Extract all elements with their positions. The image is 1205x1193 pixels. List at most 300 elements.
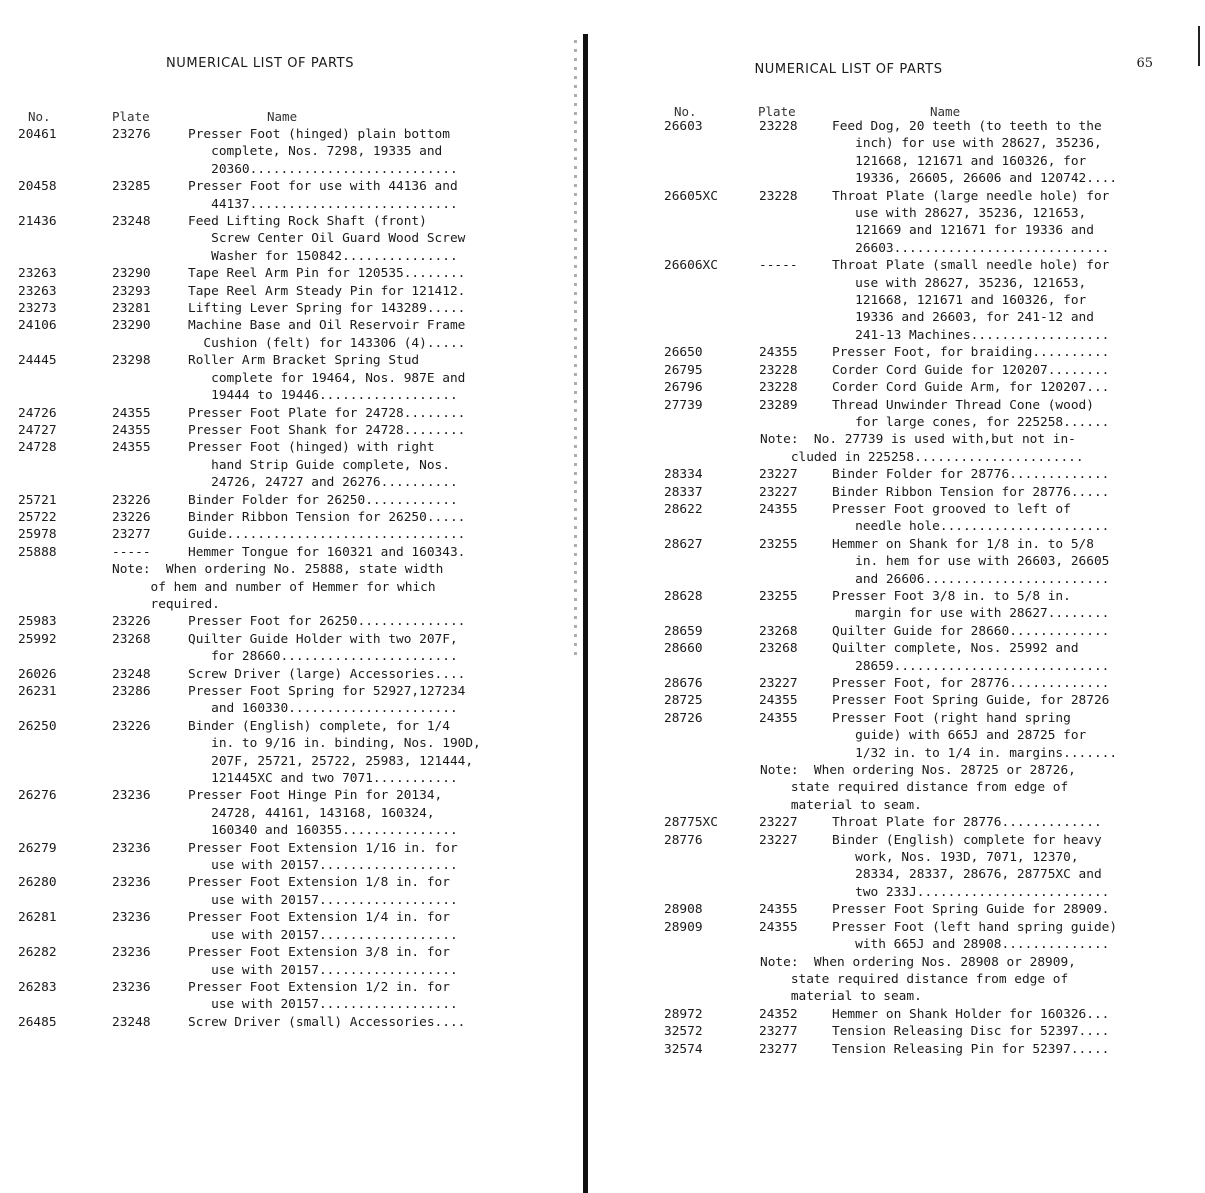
part-name-line: Presser Foot Extension 3/8 in. for — [188, 945, 450, 961]
part-name-line: hand Strip Guide complete, Nos. — [188, 457, 450, 473]
note-text — [112, 561, 538, 613]
part-number: 28622 — [664, 501, 703, 517]
part-name-line: Throat Plate for 28776............. — [832, 815, 1102, 831]
part-name-line: with 665J and 28908.............. — [832, 937, 1110, 953]
note-line: required. — [112, 596, 220, 612]
part-entry — [18, 944, 538, 979]
part-number: 26606XC — [664, 258, 718, 274]
part-number: 26231 — [18, 684, 57, 699]
part-number: 28726 — [664, 710, 703, 726]
plate-number: 23298 — [112, 353, 151, 369]
plate-number: 23226 — [112, 718, 151, 734]
part-name-line: 160340 and 160355............... — [188, 823, 458, 839]
plate-number: 23227 — [759, 815, 798, 831]
part-name — [832, 901, 1184, 918]
part-name-line: two 233J......................... — [832, 884, 1110, 900]
part-number: 28660 — [664, 641, 703, 657]
part-name-line: 121445XC and two 7071........... — [188, 771, 458, 787]
part-name — [832, 536, 1184, 588]
part-name — [188, 544, 538, 561]
part-name — [188, 631, 538, 666]
part-entry — [18, 909, 538, 944]
plate-number: 24355 — [112, 422, 151, 438]
part-number: 28676 — [664, 676, 703, 691]
part-number: 20461 — [18, 127, 57, 142]
part-entry — [664, 536, 1184, 588]
part-name-line: Machine Base and Oil Reservoir Frame — [188, 318, 466, 334]
part-entry — [664, 832, 1184, 902]
part-number: 26485 — [18, 1014, 57, 1030]
part-name-line: Cushion (felt) for 143306 (4)..... — [188, 335, 466, 351]
part-entry — [664, 397, 1184, 432]
part-name-line: 121668, 121671 and 160326, for — [832, 153, 1087, 169]
part-name-line: use with 28627, 35236, 121653, — [832, 206, 1087, 222]
part-name-line: 19444 to 19446.................. — [188, 388, 458, 404]
part-entry — [18, 509, 538, 526]
part-name — [832, 675, 1184, 692]
part-name-line: Guide............................... — [188, 527, 466, 543]
part-entry — [664, 1006, 1184, 1023]
part-entry — [18, 422, 538, 439]
part-name-line: Binder (English) complete, for 1/4 — [188, 718, 450, 734]
part-number: 26795 — [664, 362, 703, 378]
part-entry — [18, 126, 538, 178]
part-name — [188, 352, 538, 404]
part-number: 26603 — [664, 119, 703, 134]
part-name — [188, 422, 538, 439]
part-name-line: 19336, 26605, 26606 and 120742.... — [832, 171, 1118, 187]
part-name — [188, 1014, 538, 1031]
plate-number: 23226 — [112, 614, 151, 630]
part-name — [188, 317, 538, 352]
part-entry — [18, 526, 538, 543]
part-name-line: Presser Foot Shank for 24728........ — [188, 422, 466, 438]
part-name-line: Binder Folder for 26250............ — [188, 492, 458, 508]
part-name-line: Tape Reel Arm Pin for 120535........ — [188, 266, 466, 282]
part-name-line: 1/32 in. to 1/4 in. margins....... — [832, 745, 1118, 761]
plate-number: 23277 — [112, 527, 151, 543]
part-name — [832, 362, 1184, 379]
part-entry — [664, 919, 1184, 954]
part-name-line: in. hem for use with 26603, 26605 — [832, 554, 1110, 570]
part-name — [188, 265, 538, 282]
part-entry — [18, 787, 538, 839]
part-name-line: guide) with 665J and 28725 for — [832, 728, 1087, 744]
part-name-line: Presser Foot Plate for 24728........ — [188, 405, 466, 421]
plate-number: 24355 — [759, 919, 798, 935]
book-spine — [583, 34, 588, 1193]
plate-number: 23281 — [112, 301, 151, 317]
part-name-line: Presser Foot (hinged) plain bottom — [188, 127, 450, 142]
part-number: 26280 — [18, 875, 57, 891]
part-name-line: Tension Releasing Pin for 52397..... — [832, 1041, 1110, 1057]
part-entry — [18, 405, 538, 422]
part-name — [832, 118, 1184, 188]
part-entry — [664, 814, 1184, 831]
part-entry — [18, 352, 538, 404]
part-name-line: 24728, 44161, 143168, 160324, — [188, 805, 435, 821]
part-name-line: for 28660....................... — [188, 649, 458, 665]
part-name-line: Binder (English) complete for heavy — [832, 832, 1102, 848]
column-header-no: No. — [28, 109, 51, 124]
plate-number: 24355 — [759, 902, 798, 918]
part-number: 25722 — [18, 509, 57, 525]
part-name-line: use with 20157.................. — [188, 962, 458, 978]
note-line: of hem and number of Hemmer for which — [112, 579, 436, 595]
plate-number: 23276 — [112, 127, 151, 142]
note-text — [760, 431, 1184, 466]
part-name-line: Presser Foot Extension 1/4 in. for — [188, 910, 450, 926]
part-entry — [18, 683, 538, 718]
plate-number: 24355 — [759, 501, 798, 517]
part-entry — [18, 613, 538, 630]
plate-number: 23255 — [759, 536, 798, 552]
plate-number: 24355 — [759, 710, 798, 726]
plate-number: 23268 — [112, 631, 151, 647]
part-entry — [18, 492, 538, 509]
part-number: 28334 — [664, 467, 703, 483]
part-name — [188, 126, 538, 178]
part-number: 23263 — [18, 266, 57, 282]
note-line: material to seam. — [760, 989, 922, 1005]
parts-list — [664, 118, 1184, 1058]
part-number: 32572 — [664, 1024, 703, 1040]
part-name — [188, 613, 538, 630]
part-name — [188, 874, 538, 909]
part-name-line: and 26606........................ — [832, 571, 1110, 587]
part-name-line: Presser Foot Extension 1/8 in. for — [188, 875, 450, 891]
part-entry — [18, 439, 538, 491]
plate-number: 23227 — [759, 832, 798, 848]
note-line: Note: When ordering Nos. 28908 or 28909, — [760, 954, 1076, 970]
part-entry — [664, 188, 1184, 258]
part-name — [188, 909, 538, 944]
part-name-line: Presser Foot Spring Guide for 28909. — [832, 902, 1110, 918]
part-number: 27739 — [664, 397, 703, 413]
part-number: 24445 — [18, 353, 57, 369]
part-name-line: Screw Driver (large) Accessories.... — [188, 666, 466, 682]
part-name-line: Presser Foot for use with 44136 and — [188, 179, 458, 195]
part-number: 24106 — [18, 318, 57, 334]
part-name — [188, 439, 538, 491]
part-entry — [18, 283, 538, 300]
note-line: state required distance from edge of — [760, 780, 1069, 796]
plate-number: ----- — [112, 544, 151, 560]
part-name-line: 121668, 121671 and 160326, for — [832, 293, 1087, 309]
plate-number: 23228 — [759, 188, 798, 204]
page-number: 65 — [1136, 56, 1153, 71]
part-name-line: Presser Foot grooved to left of — [832, 501, 1071, 517]
part-name-line: use with 20157.................. — [188, 858, 458, 874]
part-name-line: Corder Cord Guide Arm, for 120207... — [832, 380, 1110, 396]
part-entry — [664, 588, 1184, 623]
part-name-line: 28659............................ — [832, 658, 1110, 674]
part-number: 24727 — [18, 422, 57, 438]
part-name — [188, 300, 538, 317]
part-number: 32574 — [664, 1041, 703, 1057]
part-number: 28337 — [664, 484, 703, 500]
part-name-line: Thread Unwinder Thread Cone (wood) — [832, 397, 1094, 413]
part-name — [188, 666, 538, 683]
part-name-line: Hemmer Tongue for 160321 and 160343. — [188, 544, 466, 560]
part-entry — [664, 118, 1184, 188]
part-number: 26026 — [18, 666, 57, 682]
plate-number: 24355 — [759, 693, 798, 709]
part-name — [832, 1041, 1184, 1058]
part-name — [188, 840, 538, 875]
part-name-line: in. to 9/16 in. binding, Nos. 190D, — [188, 736, 481, 752]
part-name-line: 26603............................ — [832, 240, 1110, 256]
part-name — [832, 484, 1184, 501]
part-name — [188, 944, 538, 979]
part-name — [188, 283, 538, 300]
part-name-line: Binder Ribbon Tension for 26250..... — [188, 509, 466, 525]
part-entry — [18, 631, 538, 666]
part-number: 28909 — [664, 919, 703, 935]
part-number: 28659 — [664, 623, 703, 639]
plate-number: 23277 — [759, 1024, 798, 1040]
part-name-line: Binder Folder for 28776............. — [832, 467, 1110, 483]
part-name — [832, 397, 1184, 432]
note-line: Note: When ordering No. 25888, state width — [112, 562, 444, 578]
part-name — [832, 1023, 1184, 1040]
part-number: 25983 — [18, 614, 57, 630]
part-name — [832, 1006, 1184, 1023]
part-entry — [664, 484, 1184, 501]
plate-number: 24355 — [759, 345, 798, 361]
part-name-line: 20360........................... — [188, 161, 458, 177]
part-name — [832, 640, 1184, 675]
part-name-line: Roller Arm Bracket Spring Stud — [188, 353, 420, 369]
part-entry — [18, 178, 538, 213]
plate-number: 23268 — [759, 623, 798, 639]
part-name-line: Presser Foot 3/8 in. to 5/8 in. — [832, 588, 1071, 604]
note-line: material to seam. — [760, 797, 922, 813]
part-number: 26250 — [18, 718, 57, 734]
plate-number: 23255 — [759, 588, 798, 604]
plate-number: 23277 — [759, 1041, 798, 1057]
part-entry — [664, 692, 1184, 709]
part-name-line: Presser Foot (hinged) with right — [188, 440, 435, 456]
plate-number: 23227 — [759, 467, 798, 483]
part-entry — [18, 666, 538, 683]
note-line: Note: No. 27739 is used with,but not in- — [760, 432, 1076, 448]
note-line: state required distance from edge of — [760, 971, 1069, 987]
note-line: Note: When ordering Nos. 28725 or 28726, — [760, 763, 1076, 779]
plate-number: 23293 — [112, 283, 151, 299]
plate-number: 23226 — [112, 492, 151, 508]
part-name-line: Throat Plate (large needle hole) for — [832, 188, 1110, 204]
note-line: cluded in 225258...................... — [760, 449, 1084, 465]
part-name — [188, 178, 538, 213]
part-name-line: Binder Ribbon Tension for 28776..... — [832, 484, 1110, 500]
part-name-line: 28334, 28337, 28676, 28775XC and — [832, 867, 1102, 883]
part-name-line: Presser Foot Hinge Pin for 20134, — [188, 788, 443, 804]
part-name — [832, 623, 1184, 640]
part-name-line: Presser Foot (left hand spring guide) — [832, 919, 1118, 935]
plate-number: 23228 — [759, 362, 798, 378]
plate-number: 23285 — [112, 179, 151, 195]
part-number: 24726 — [18, 405, 57, 421]
part-name-line: Tension Releasing Disc for 52397.... — [832, 1024, 1110, 1040]
right-page — [592, 0, 1205, 1193]
part-name — [188, 979, 538, 1014]
part-name — [832, 692, 1184, 709]
part-name-line: Feed Lifting Rock Shaft (front) — [188, 214, 427, 230]
part-name — [188, 718, 538, 788]
part-name-line: for large cones, for 225258...... — [832, 414, 1110, 430]
part-name-line: complete for 19464, Nos. 987E and — [188, 370, 466, 386]
part-number: 26605XC — [664, 188, 718, 204]
part-number: 24728 — [18, 440, 57, 456]
part-entry — [664, 710, 1184, 762]
part-name-line: Quilter Guide Holder with two 207F, — [188, 631, 458, 647]
part-name — [832, 344, 1184, 361]
part-name-line: 19336 and 26603, for 241-12 and — [832, 310, 1094, 326]
page-header: NUMERICAL LIST OF PARTS — [754, 62, 943, 77]
part-name — [188, 683, 538, 718]
part-name-line: and 160330...................... — [188, 701, 458, 717]
part-entry — [18, 840, 538, 875]
part-name — [832, 588, 1184, 623]
plate-number: 23248 — [112, 1014, 151, 1030]
part-name — [832, 710, 1184, 762]
part-name-line: 207F, 25721, 25722, 25983, 121444, — [188, 753, 474, 769]
part-number: 26279 — [18, 840, 57, 856]
part-name — [832, 814, 1184, 831]
plate-number: 23286 — [112, 684, 151, 699]
plate-number: 23290 — [112, 318, 151, 334]
plate-number: 23228 — [759, 380, 798, 396]
note-text — [760, 762, 1184, 814]
part-entry — [664, 501, 1184, 536]
part-name-line: Hemmer on Shank Holder for 160326... — [832, 1006, 1110, 1022]
part-name-line: 241-13 Machines.................. — [832, 327, 1110, 343]
part-number: 26282 — [18, 945, 57, 961]
column-header-no: No. — [674, 104, 697, 119]
plate-number: 24355 — [112, 405, 151, 421]
part-name-line: Presser Foot Extension 1/16 in. for — [188, 840, 458, 856]
part-number: 28972 — [664, 1006, 703, 1022]
part-entry — [664, 1023, 1184, 1040]
part-entry — [664, 901, 1184, 918]
part-number: 21436 — [18, 214, 57, 230]
part-name-line: Presser Foot Spring for 52927,127234 — [188, 684, 466, 699]
part-number: 26276 — [18, 788, 57, 804]
part-name-line: 44137........................... — [188, 196, 458, 212]
plate-number: 23236 — [112, 788, 151, 804]
part-name — [188, 787, 538, 839]
plate-number: 23226 — [112, 509, 151, 525]
part-entry — [664, 675, 1184, 692]
part-number: 26281 — [18, 910, 57, 926]
plate-number: 23248 — [112, 666, 151, 682]
part-name-line: Throat Plate (small needle hole) for — [832, 258, 1110, 274]
part-name-line: Quilter Guide for 28660............. — [832, 623, 1110, 639]
part-name-line: Presser Foot, for braiding.......... — [832, 345, 1110, 361]
part-name — [188, 509, 538, 526]
part-entry — [18, 213, 538, 265]
part-entry — [664, 257, 1184, 344]
plate-number: 24355 — [112, 440, 151, 456]
part-name — [188, 526, 538, 543]
part-entry — [664, 344, 1184, 361]
part-name — [188, 405, 538, 422]
part-number: 28776 — [664, 832, 703, 848]
part-entry — [664, 623, 1184, 640]
part-number: 23263 — [18, 283, 57, 299]
part-entry — [664, 362, 1184, 379]
plate-number: ----- — [759, 258, 798, 274]
part-name-line: Washer for 150842............... — [188, 248, 458, 264]
part-name — [832, 379, 1184, 396]
part-name-line: inch) for use with 28627, 35236, — [832, 136, 1102, 152]
part-number: 23273 — [18, 301, 57, 317]
part-name-line: Corder Cord Guide for 120207........ — [832, 362, 1110, 378]
part-name-line: complete, Nos. 7298, 19335 and — [188, 144, 443, 160]
part-name-line: Presser Foot Extension 1/2 in. for — [188, 979, 450, 995]
part-name-line: Tape Reel Arm Steady Pin for 121412. — [188, 283, 466, 299]
part-name — [832, 466, 1184, 483]
part-name-line: needle hole...................... — [832, 519, 1110, 535]
part-entry — [664, 640, 1184, 675]
part-name-line: 24726, 24727 and 26276.......... — [188, 475, 458, 491]
parts-list — [18, 126, 538, 1031]
part-name-line: Presser Foot, for 28776............. — [832, 676, 1110, 691]
part-name-line: Screw Driver (small) Accessories.... — [188, 1014, 466, 1030]
part-name-line: margin for use with 28627........ — [832, 606, 1110, 622]
part-name — [832, 501, 1184, 536]
part-entry — [664, 1041, 1184, 1058]
part-name-line: Presser Foot (right hand spring — [832, 710, 1071, 726]
part-name — [832, 188, 1184, 258]
part-number: 25721 — [18, 492, 57, 508]
part-entry — [18, 544, 538, 561]
plate-number: 23227 — [759, 484, 798, 500]
part-entry — [18, 718, 538, 788]
part-number: 28908 — [664, 902, 703, 918]
plate-number: 23236 — [112, 979, 151, 995]
part-number: 28627 — [664, 536, 703, 552]
part-name-line: Presser Foot for 26250.............. — [188, 614, 466, 630]
column-header-name: Name — [267, 109, 298, 124]
part-number: 25992 — [18, 631, 57, 647]
plate-number: 24352 — [759, 1006, 798, 1022]
part-entry — [664, 379, 1184, 396]
part-name — [188, 492, 538, 509]
plate-number: 23290 — [112, 266, 151, 282]
column-header-plate: Plate — [112, 109, 150, 124]
part-name — [832, 919, 1184, 954]
part-name-line: 121669 and 121671 for 19336 and — [832, 223, 1094, 239]
part-name-line: use with 28627, 35236, 121653, — [832, 275, 1087, 291]
plate-number: 23228 — [759, 119, 798, 134]
part-number: 20458 — [18, 179, 57, 195]
part-name-line: use with 20157.................. — [188, 892, 458, 908]
left-page — [0, 0, 580, 1193]
part-name-line: Feed Dog, 20 teeth (to teeth to the — [832, 119, 1102, 134]
part-name-line: Screw Center Oil Guard Wood Screw — [188, 231, 466, 247]
part-number: 28628 — [664, 588, 703, 604]
part-entry — [18, 265, 538, 282]
part-number: 26796 — [664, 380, 703, 396]
part-name-line: Hemmer on Shank for 1/8 in. to 5/8 — [832, 536, 1094, 552]
part-entry — [18, 1014, 538, 1031]
part-number: 28775XC — [664, 815, 718, 831]
part-entry — [18, 874, 538, 909]
part-number: 26283 — [18, 979, 57, 995]
part-number: 26650 — [664, 345, 703, 361]
